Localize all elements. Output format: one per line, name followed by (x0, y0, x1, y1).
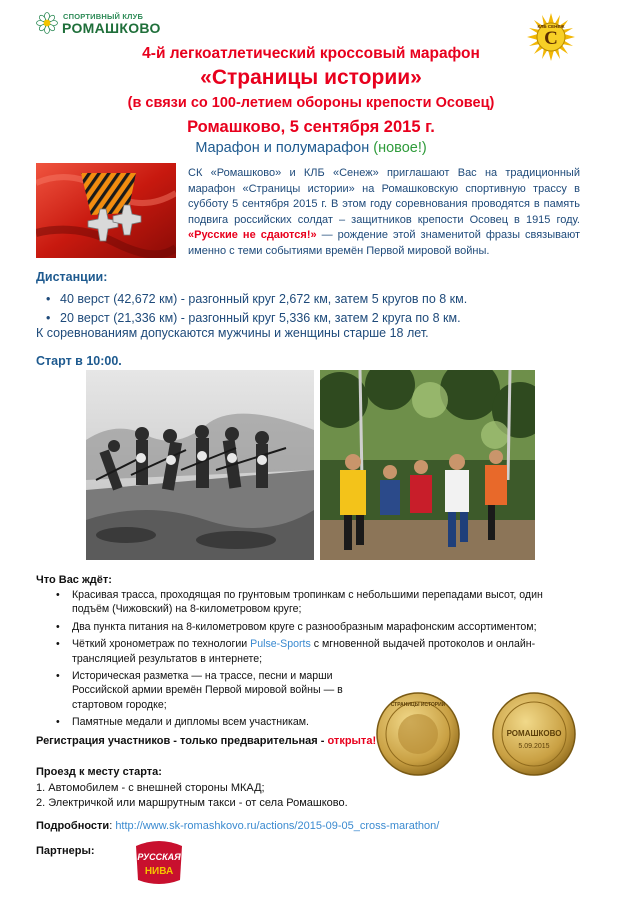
pulse-sports-link[interactable]: Pulse-Sports (250, 638, 311, 651)
russkaya-niva-logo[interactable] (130, 836, 188, 888)
event-format (0, 140, 622, 156)
details-separator: : (109, 820, 116, 832)
partners-label: Партнеры: (36, 845, 95, 857)
medal-left-text: СТРАНИЦЫ ИСТОРИИ (390, 702, 446, 708)
daisy-icon (36, 12, 58, 34)
intro-text: СК «Ромашково» и КЛБ «Сенеж» приглашают Вас на традиционный марафон «Страницы истории» на Ромашковскую спортивную трассу в субботу 5 сентября 2015 г. В этом году соревнования проводятся в память подвига российских солдат – защитников крепости Осовец в 1915 году. (188, 167, 580, 226)
distance-marathon: 40 верст (42,672 км) - разгонный круг 2,672 км, затем 5 кругов по 8 км. (60, 292, 468, 306)
logo-club-name: РОМАШКОВО (62, 20, 161, 36)
distances-list (36, 290, 596, 328)
travel-train: 2. Электричкой или маршрутным такси - от села Ромашково. (36, 797, 348, 809)
event-format-main: Марафон и полумарафон (195, 140, 370, 156)
intro-paragraph (188, 166, 580, 260)
expect-track: Красивая трасса, проходящая по грунтовым тропинкам с небольшими перепадами высот, один подъём (Чижовский) на 8-километровом круге; (72, 589, 543, 616)
event-name-title: «Страницы истории» (200, 66, 422, 89)
bullet-icon: • (56, 638, 60, 651)
intro-text-end: — рождение этой знаменитой фразы связывают именно с теми событиями времён Первой мировой войны. (188, 229, 580, 257)
bullet-icon: • (56, 670, 60, 683)
list-item (52, 637, 582, 666)
event-dedication: (в связи со 100-летием обороны крепости Осовец) (127, 95, 495, 111)
details-line (36, 820, 439, 832)
list-item (36, 290, 596, 309)
bullet-icon: • (56, 620, 60, 633)
list-item (52, 669, 362, 712)
bullet-icon: • (46, 292, 51, 306)
emblem-arc-text: КЛБ СЕНЕЖ (537, 24, 565, 29)
emblem-letter: С (544, 28, 558, 49)
st-george-crosses-image (36, 163, 176, 258)
expect-history: Историческая разметка — на трассе, песни и марши Российской армии времён Первой мировой войны — в стартовом городке; (72, 670, 343, 711)
historic-battle-image (86, 370, 314, 560)
partner-logo-line2: НИВА (144, 866, 174, 877)
list-item (52, 715, 362, 729)
expect-food: Два пункта питания на 8-километровом круге с разнообразным марафонским ассортиментом; (72, 620, 537, 633)
registration-status: открыта! (327, 735, 377, 747)
partners-text: Партнеры (36, 845, 91, 857)
start-time-heading: Старт в 10:00. (36, 354, 122, 368)
event-edition-title: 4-й легкоатлетический кроссовый марафон (142, 45, 480, 62)
expect-heading: Что Вас ждёт: (36, 574, 112, 586)
commemorative-medals-image (368, 692, 586, 777)
logo-club-label: СПОРТИВНЫЙ КЛУБ (63, 12, 144, 21)
travel-heading: Проезд к месту старта: (36, 766, 162, 778)
medal-right-title: РОМАШКОВО (506, 729, 562, 738)
medal-right-date: 5.09.2015 (518, 743, 550, 750)
bullet-icon: • (46, 311, 51, 325)
registration-notice (36, 735, 376, 747)
runners-photo (320, 370, 535, 560)
details-link[interactable]: http://www.sk-romashkovo.ru/actions/2015-09-05_cross-marathon/ (115, 820, 440, 832)
distance-half: 20 верст (21,336 км) - разгонный круг 5,336 км, затем 2 круга по 8 км. (60, 311, 461, 325)
expect-timing-pre: Чёткий хронометраж по технологии (72, 638, 251, 651)
list-item (52, 588, 582, 617)
travel-car: 1. Автомобилем - с внешней стороны МКАД; (36, 782, 265, 794)
partner-logo-line1: РУССКАЯ (137, 852, 181, 862)
list-item (52, 620, 582, 634)
intro-highlight: «Русские не сдаются!» (188, 229, 317, 242)
bullet-icon: • (56, 716, 60, 729)
travel-list (36, 781, 348, 811)
distances-heading: Дистанции: (36, 270, 108, 284)
registration-text: Регистрация участников - только предварительная - (36, 735, 328, 747)
age-requirement: К соревнованиям допускаются мужчины и женщины старше 18 лет. (36, 326, 429, 340)
expect-medals: Памятные медали и дипломы всем участникам. (72, 716, 309, 729)
expect-timing-post: с мгновенной выдачей протоколов и онлайн-трансляцией результатов в интернете; (72, 638, 536, 665)
romashkovo-logo (36, 10, 166, 40)
event-place-date: Ромашково, 5 сентября 2015 г. (187, 118, 435, 136)
new-badge: (новое!) (373, 140, 427, 156)
details-label: Подробности (36, 820, 110, 832)
bullet-icon: • (56, 589, 60, 601)
